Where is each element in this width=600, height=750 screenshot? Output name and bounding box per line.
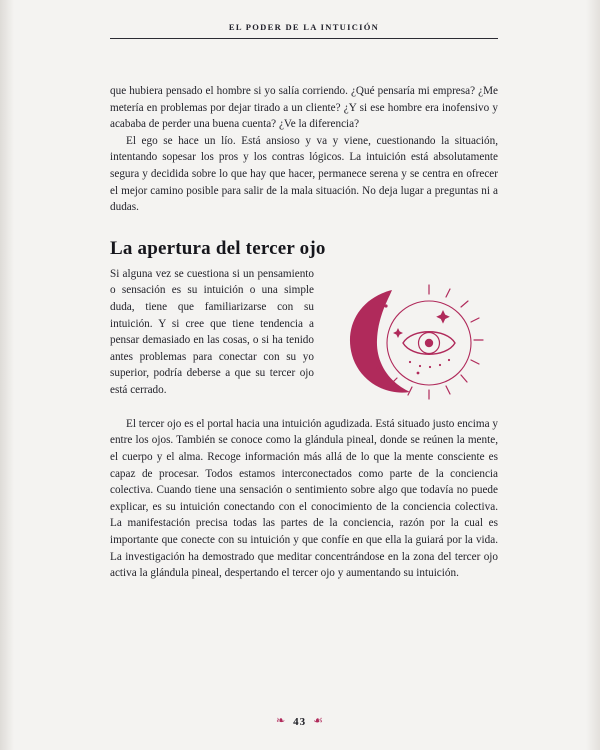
- header-rule: [110, 38, 498, 39]
- paragraph: El tercer ojo es el portal hacia una intuición agudizada. Está situado justo encima y entre los ojos. También se conoce como la glándula pineal, donde se reúnen la mente, el cuerpo y el alma. Recoge información más allá de lo que la mente consciente es capaz de procesar. Todos estamos interconectados como parte de la conciencia colectiva. Cuando tiene una sensación o sentimiento sobre algo que todavía no puede explicar, es su intuición conectando con el conocimiento de la conciencia colectiva. La manifestación precisa todas las partes de la conciencia, razón por la cual es importante que conecte con su intuición y que confíe en que ella la guiará por la vida. La investigación ha demostrado que meditar concentrándose en la zona del tercer ojo activa la glándula pineal, despertando el tercer ojo y aumentando su intuición.: [110, 417, 498, 580]
- page-number: 43: [293, 716, 307, 728]
- running-head: EL PODER DE LA INTUICIÓN: [228, 22, 380, 32]
- page-content: [110, 22, 498, 582]
- folio-ornament-left-icon: ❧: [275, 715, 287, 727]
- paragraph: Si alguna vez se cuestiona si un pensamiento o sensación es su intuición o una simple duda, tiene que familiarizarse con su intuición. Y si cree que tiene tendencia a pensar demasiado en las cosas, o si ha tenido antes problemas para conectar con su yo superior, podría deberse a que su tercer ojo está cerrado.: [110, 267, 314, 396]
- folio-ornament-right-icon: ☙: [313, 715, 325, 727]
- page-folio: [0, 715, 600, 728]
- section-heading: La apertura del tercer ojo: [110, 237, 326, 259]
- body-text-block: [110, 83, 498, 582]
- paragraph: El ego se hace un lío. Está ansioso y va y viene, cuestionando la situación, intentando sopesar los pros y los contras lógicos. La intuición está absolutamente segura y decidida sobre lo que hay que hacer, permanece serena y se centra en ofrecer el mejor camino posible para salir de la mala situación. No deja lugar a preguntas ni a dudas.: [110, 134, 498, 214]
- paragraph: que hubiera pensado el hombre si yo salía corriendo. ¿Qué pensaría mi empresa? ¿Me metería en problemas por dejar tirado a un cliente? ¿Y si ese hombre era inofensivo y acababa de perder una buena cuenta? ¿Ve la diferencia?: [110, 85, 498, 131]
- third-eye-crescent-moon-illustration: [326, 270, 498, 410]
